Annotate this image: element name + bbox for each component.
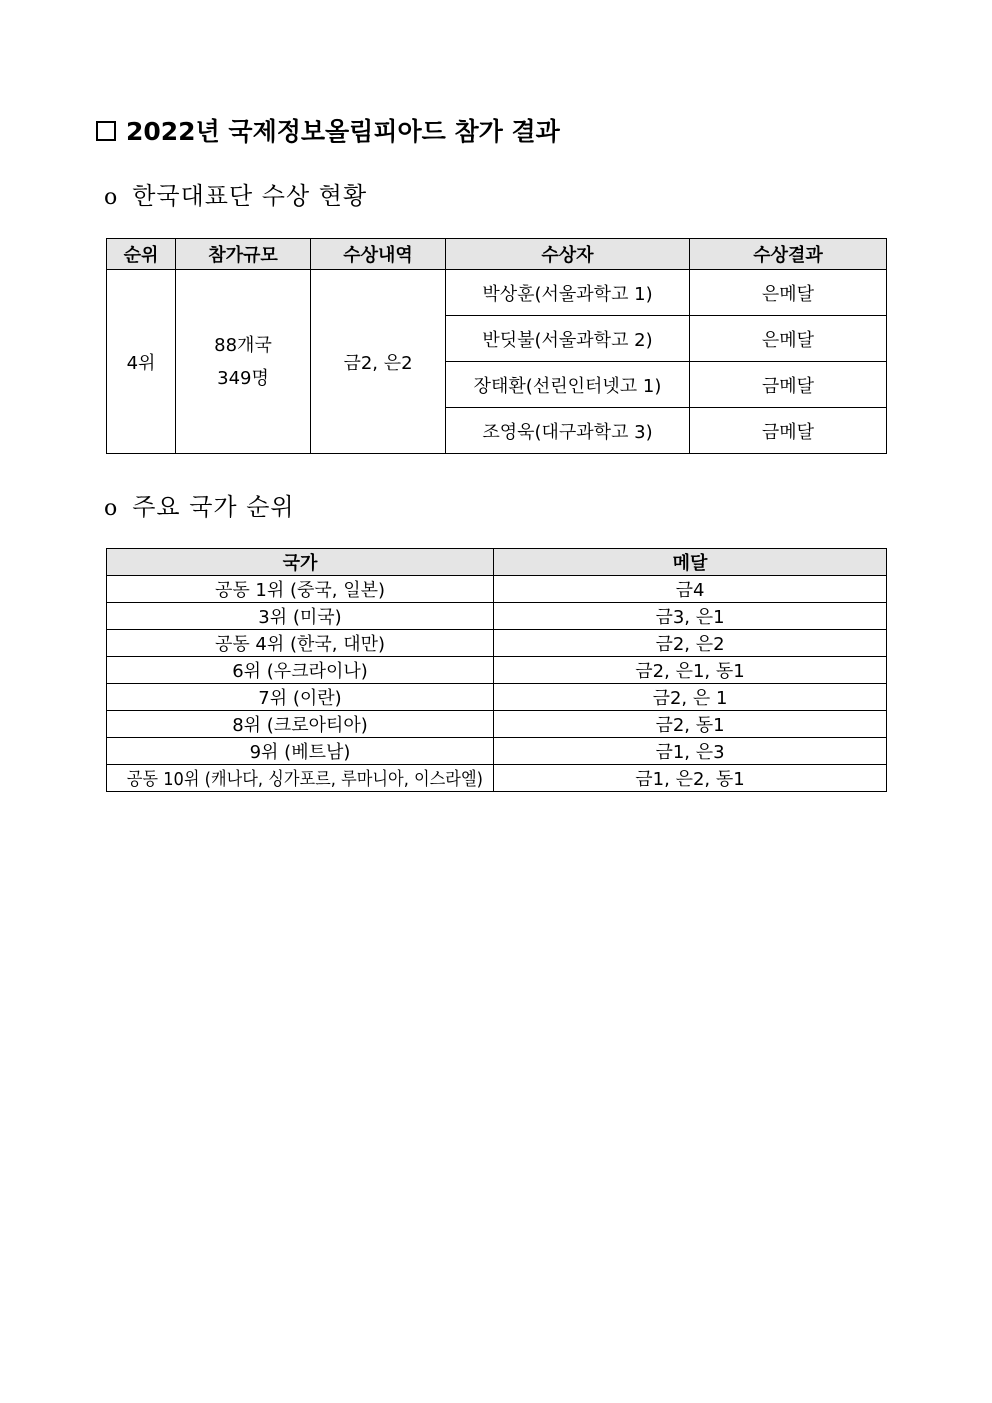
country-cell: 8위 (크로아티아) [107, 711, 494, 738]
award-table [106, 238, 887, 454]
page-title [96, 112, 560, 148]
ranking-section-heading [104, 487, 295, 522]
country-cell [107, 765, 494, 792]
table-row [107, 711, 887, 738]
winner-result: 금메달 [690, 362, 887, 408]
header-country: 국가 [107, 549, 494, 576]
table-row [107, 603, 887, 630]
table-row [107, 576, 887, 603]
header-rank: 순위 [107, 239, 176, 270]
winner-result: 은메달 [690, 270, 887, 316]
bullet-icon: o [104, 185, 119, 210]
medals-cell: 금2, 은 1 [494, 684, 887, 711]
country-cell: 7위 (이란) [107, 684, 494, 711]
medals-cell: 금1, 은3 [494, 738, 887, 765]
table-row [107, 738, 887, 765]
winner-name: 박상훈(서울과학고 1) [446, 270, 690, 316]
header-awards: 수상내역 [311, 239, 446, 270]
medals-cell: 금4 [494, 576, 887, 603]
scale-participants: 349명 [217, 367, 269, 389]
bullet-icon: o [104, 496, 119, 521]
page-title-text: 2022년 국제정보올림피아드 참가 결과 [126, 117, 560, 146]
medals-cell: 금3, 은1 [494, 603, 887, 630]
ranking-table-header [107, 549, 887, 576]
country-cell: 공동 4위 (한국, 대만) [107, 630, 494, 657]
winner-name: 장태환(선린인터넷고 1) [446, 362, 690, 408]
table-row [107, 630, 887, 657]
table-row [107, 270, 887, 316]
country-cell: 6위 (우크라이나) [107, 657, 494, 684]
checkbox-square-icon [96, 121, 116, 141]
country-cell: 공동 1위 (중국, 일본) [107, 576, 494, 603]
country-cell: 3위 (미국) [107, 603, 494, 630]
award-section-title: 한국대표단 수상 현황 [132, 182, 368, 210]
winner-result: 은메달 [690, 316, 887, 362]
table-row [107, 657, 887, 684]
country-cell-text: 공동 10위 (캐나다, 싱가포르, 루마니아, 이스라엘) [126, 769, 483, 790]
medals-cell: 금1, 은2, 동1 [494, 765, 887, 792]
awards-summary-cell: 금2, 은2 [311, 270, 446, 454]
scale-cell [176, 270, 311, 454]
country-cell: 9위 (베트남) [107, 738, 494, 765]
rank-cell: 4위 [107, 270, 176, 454]
award-table-header [107, 239, 887, 270]
medals-cell: 금2, 은1, 동1 [494, 657, 887, 684]
medals-cell: 금2, 은2 [494, 630, 887, 657]
header-scale: 참가규모 [176, 239, 311, 270]
ranking-table [106, 548, 887, 792]
header-medals: 메달 [494, 549, 887, 576]
table-row [107, 765, 887, 792]
header-winner: 수상자 [446, 239, 690, 270]
winner-name: 반딧불(서울과학고 2) [446, 316, 690, 362]
scale-countries: 88개국 [214, 334, 272, 356]
award-section-heading [104, 176, 367, 211]
table-row [107, 684, 887, 711]
winner-result: 금메달 [690, 408, 887, 454]
winner-name: 조영욱(대구과학고 3) [446, 408, 690, 454]
medals-cell: 금2, 동1 [494, 711, 887, 738]
header-result: 수상결과 [690, 239, 887, 270]
ranking-section-title: 주요 국가 순위 [132, 493, 295, 521]
